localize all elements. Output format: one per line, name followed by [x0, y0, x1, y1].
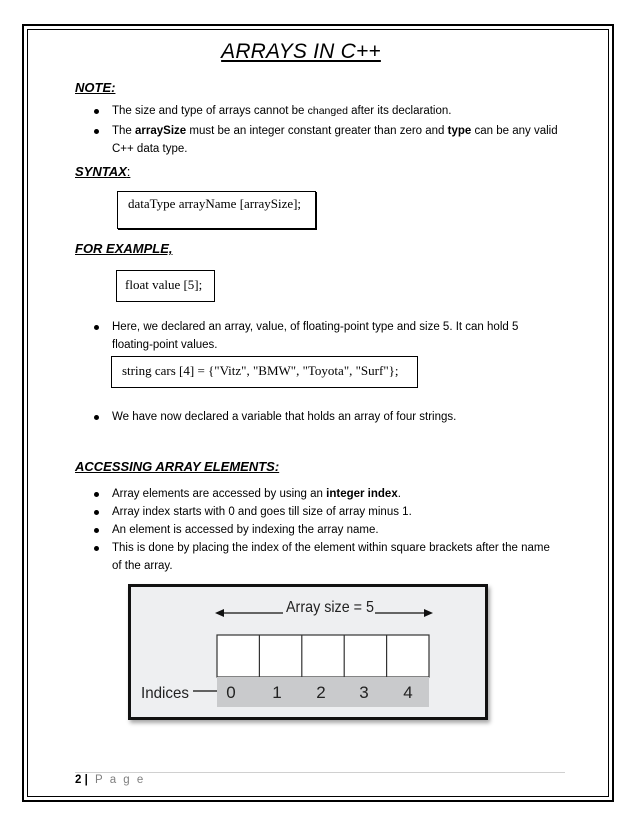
- example-code-box-2: [111, 356, 418, 388]
- footer-separator: |: [84, 774, 88, 786]
- syntax-code-box: [117, 191, 316, 229]
- syntax-code: dataType arrayName [arraySize];: [128, 196, 302, 211]
- example-list-2: [75, 408, 565, 426]
- index-label: 2: [316, 683, 326, 702]
- list-item: The arraySize must be an integer constant greater than zero and type can be any valid C++ data type.: [75, 122, 565, 158]
- syntax-heading: SYNTAX:: [75, 164, 131, 179]
- index-label: 1: [272, 683, 282, 702]
- arrow-left-head: [215, 609, 224, 617]
- example-code-box-1: [116, 270, 215, 302]
- list-item: This is done by placing the index of the element within square brackets after the name of the array.: [75, 539, 565, 575]
- list-item: The size and type of arrays cannot be changed after its declaration.: [75, 102, 565, 120]
- index-label: 4: [403, 683, 413, 702]
- note-list: [75, 102, 565, 158]
- accessing-heading: ACCESSING ARRAY ELEMENTS:: [75, 459, 280, 474]
- index-label: 3: [359, 683, 369, 702]
- indices-label: Indices: [141, 685, 189, 702]
- array-cells: [217, 635, 429, 677]
- list-item: Here, we declared an array, value, of floating-point type and size 5. It can hold 5 floating-point values.: [75, 318, 565, 354]
- array-diagram-svg: [131, 587, 485, 717]
- page-footer: [75, 774, 145, 786]
- page-number: 2: [75, 774, 82, 786]
- page-label: P a g e: [95, 774, 146, 786]
- footer-divider: [75, 772, 565, 773]
- accessing-list: [75, 485, 565, 575]
- list-item: An element is accessed by indexing the array name.: [75, 521, 565, 539]
- list-item: We have now declared a variable that holds an array of four strings.: [75, 408, 565, 426]
- array-size-label: Array size = 5: [286, 599, 375, 616]
- example-code-1: float value [5];: [125, 277, 203, 292]
- example-list-1: [75, 318, 565, 354]
- example-code-2: string cars [4] = {"Vitz", "BMW", "Toyota", "Surf"};: [122, 363, 399, 378]
- array-diagram: [128, 584, 488, 720]
- note-heading: NOTE:: [75, 80, 116, 95]
- page-title: ARRAYS IN C++: [221, 40, 381, 63]
- arrow-right-head: [424, 609, 433, 617]
- index-label: 0: [226, 683, 236, 702]
- example-heading: FOR EXAMPLE,: [75, 241, 173, 256]
- list-item: Array index starts with 0 and goes till size of array minus 1.: [75, 503, 565, 521]
- list-item: Array elements are accessed by using an integer index.: [75, 485, 565, 503]
